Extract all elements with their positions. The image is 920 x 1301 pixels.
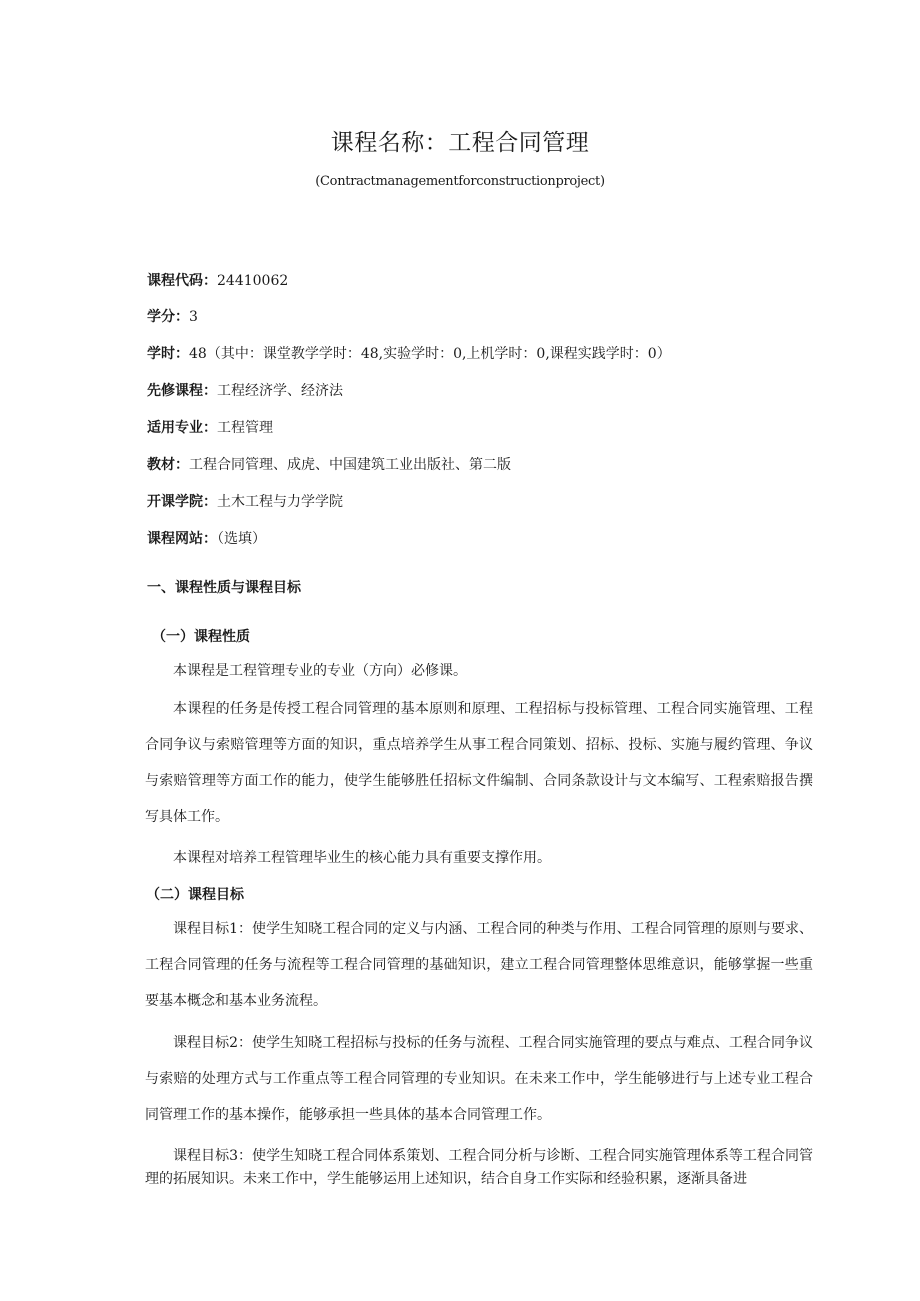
info-value: 工程经济学、经济法 xyxy=(217,383,343,399)
paragraph-nature-1: 本课程是工程管理专业的专业（方向）必修课。 xyxy=(173,663,467,679)
course-title: 课程名称：工程合同管理 xyxy=(330,130,590,156)
info-course-code xyxy=(147,270,288,290)
info-label: 学分： xyxy=(147,309,189,325)
info-credits xyxy=(147,306,198,326)
info-label: 课程网站： xyxy=(147,531,217,547)
paragraph-nature-2: 本课程的任务是传授工程合同管理的基本原则和原理、工程招标与投标管理、工程合同实施管理、工程合同争议与索赔管理等方面的知识，重点培养学生从事工程合同策划、招标、投标、实施与履约管理、争议与索赔管理等方面工作的能力，使学生能够胜任招标文件编制、合同条款设计与文本编写、工程索赔报告撰写具体工作。 xyxy=(145,701,813,825)
info-label: 课程代码： xyxy=(147,273,217,289)
info-label: 先修课程： xyxy=(147,383,217,399)
paragraph-objective-2: 课程目标2：使学生知晓工程招标与投标的任务与流程、工程合同实施管理的要点与难点、工程合同争议与索赔的处理方式与工作重点等工程合同管理的专业知识。在未来工作中，学生能够进行与上述专业工程合同管理工作的基本操作，能够承担一些具体的基本合同管理工作。 xyxy=(145,1035,813,1123)
info-label: 开课学院： xyxy=(147,494,217,510)
paragraph-objective-1: 课程目标1：使学生知晓工程合同的定义与内涵、工程合同的种类与作用、工程合同管理的原则与要求、工程合同管理的任务与流程等工程合同管理的基础知识，建立工程合同管理整体思维意识，能够掌握一些重要基本概念和基本业务流程。 xyxy=(145,921,813,1009)
section-heading: 一、课程性质与课程目标 xyxy=(147,580,301,596)
info-prerequisites xyxy=(147,380,343,400)
paragraph-objective-3: 课程目标3：使学生知晓工程合同体系策划、工程合同分析与诊断、工程合同实施管理体系等工程合同管理的拓展知识。未来工作中，学生能够运用上述知识，结合自身工作实际和经验积累，逐渐具备进 xyxy=(145,1148,813,1187)
info-label: 学时： xyxy=(147,346,189,362)
info-textbook xyxy=(147,454,511,474)
subsection-heading-objectives: （二）课程目标 xyxy=(146,887,244,903)
info-college xyxy=(147,491,343,511)
info-website xyxy=(147,528,266,548)
info-label: 教材： xyxy=(147,457,189,473)
info-hours xyxy=(147,343,671,363)
info-value: （选填） xyxy=(217,531,266,547)
info-label: 适用专业： xyxy=(147,420,217,436)
subsection-heading-nature: （一）课程性质 xyxy=(152,629,250,645)
info-major xyxy=(147,417,273,437)
info-value: 48（其中：课堂教学学时：48,实验学时：0,上机学时：0,课程实践学时：0） xyxy=(189,346,671,362)
paragraph-nature-3: 本课程对培养工程管理毕业生的核心能力具有重要支撑作用。 xyxy=(173,850,551,866)
info-value: 3 xyxy=(189,309,198,325)
course-english-title: (Contractmanagementforconstructionproject) xyxy=(315,174,605,189)
info-value: 土木工程与力学学院 xyxy=(217,494,343,510)
info-value: 工程管理 xyxy=(217,420,273,436)
info-value: 工程合同管理、成虎、中国建筑工业出版社、第二版 xyxy=(189,457,511,473)
info-value: 24410062 xyxy=(217,273,289,289)
